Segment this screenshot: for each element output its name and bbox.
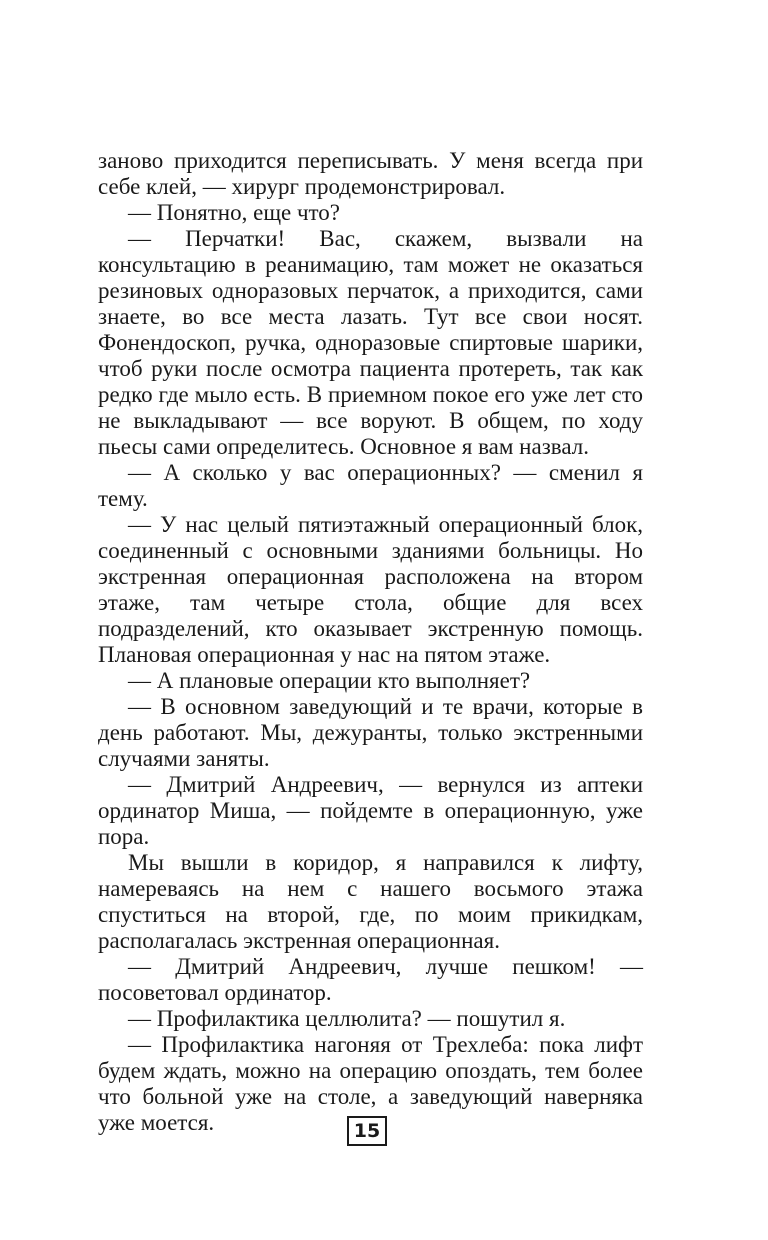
paragraph-continuation: заново приходится переписывать. У меня всегда при себе клей, — хирург продемонстрировал. <box>98 148 643 199</box>
paragraph-dialogue: — Профилактика нагоняя от Трехлеба: пока лифт будем ждать, можно на операцию опоздать, тем более что больной уже на столе, а заведующий наверняка уже моется. <box>98 1032 643 1135</box>
paragraph-dialogue: — В основном заведующий и те врачи, которые в день работают. Мы, дежуранты, только экстренными случаями заняты. <box>98 694 643 771</box>
paragraph-dialogue: — А плановые операции кто выполняет? <box>128 668 531 693</box>
paragraph-dialogue: — Понятно, еще что? <box>128 200 341 225</box>
paragraph-dialogue: — Профилактика целлюлита? — пошутил я. <box>128 1006 566 1031</box>
paragraph-dialogue: — Перчатки! Вас, скажем, вызвали на консультацию в реанимацию, там может не оказаться резиновых одноразовых перчаток, а приходится, сами знаете, во все места лазать. Тут все свои носят. Фонендоскоп, ручка, одноразовые спиртовые шарики, чтоб руки после осмотра пациента протереть, так как редко где мыло есть. В приемном покое его уже лет сто не выкладывают — все воруют. В общем, по ходу пьесы сами определитесь. Основное я вам назвал. <box>98 226 643 459</box>
paragraph-dialogue: — А сколько у вас операционных? — сменил я тему. <box>98 460 643 511</box>
body-text <box>98 148 643 1136</box>
paragraph-dialogue: — У нас целый пятиэтажный операционный блок, соединенный с основными зданиями больницы. Но экстренная операционная расположена на втором этаже, там четыре стола, общие для всех подразделений, кто оказывает экстренную помощь. Плановая операционная у нас на пятом этаже. <box>98 512 643 667</box>
paragraph-narration: Мы вышли в коридор, я направился к лифту, намереваясь на нем с нашего восьмого этажа спуститься на второй, где, по моим прикидкам, располагалась экстренная операционная. <box>98 850 643 953</box>
paragraph-dialogue: — Дмитрий Андреевич, лучше пешком! — посоветовал ординатор. <box>98 954 643 1005</box>
paragraph-dialogue: — Дмитрий Андреевич, — вернулся из аптеки ординатор Миша, — пойдемте в операционную, уже пора. <box>98 772 643 849</box>
page-number: 15 <box>347 1116 387 1146</box>
